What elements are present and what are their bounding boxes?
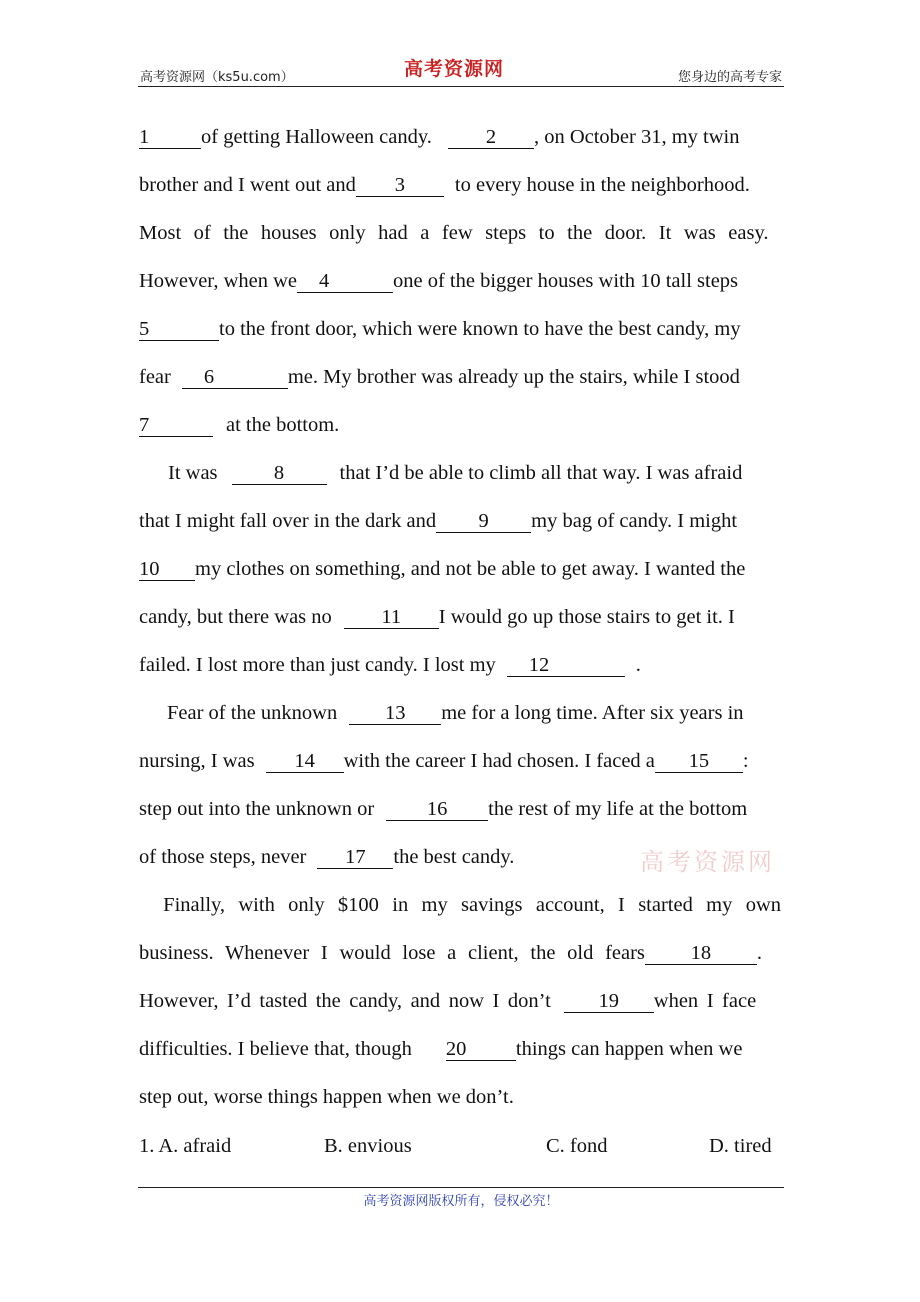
passage-line bbox=[139, 171, 781, 199]
passage-text: of getting Halloween candy. bbox=[201, 126, 432, 148]
option-a: 1. A. afraid bbox=[139, 1135, 232, 1157]
blank-3: 3 bbox=[356, 174, 444, 197]
watermark-logo: 高考资源网 bbox=[640, 848, 775, 876]
blank-6: 6 bbox=[182, 366, 288, 389]
passage-line bbox=[139, 315, 781, 343]
passage-text: with the career I had chosen. I faced a bbox=[343, 750, 655, 772]
passage-text: when I face bbox=[653, 990, 757, 1012]
passage-text: business. Whenever I would lose a client, the old fears bbox=[139, 942, 645, 964]
blank-5: 5 bbox=[139, 318, 219, 341]
option-c: C. fond bbox=[546, 1135, 608, 1157]
blank-10: 10 bbox=[139, 558, 195, 581]
blank-12: 12 bbox=[507, 654, 625, 677]
passage-text: Most of the houses only had a few steps to the door. It was easy. bbox=[139, 222, 769, 244]
passage-line bbox=[139, 987, 781, 1015]
blank-13: 13 bbox=[349, 702, 441, 725]
blank-11: 11 bbox=[344, 606, 439, 629]
passage-text: step out, worse things happen when we don’t. bbox=[139, 1086, 514, 1108]
passage-line bbox=[139, 603, 781, 631]
passage-text: Fear of the unknown bbox=[167, 702, 338, 724]
passage-text: things can happen when we bbox=[515, 1038, 743, 1060]
passage-line bbox=[139, 267, 781, 295]
passage-text: at the bottom. bbox=[226, 414, 340, 436]
passage-text: However, when we bbox=[139, 270, 297, 292]
passage-line bbox=[139, 891, 781, 919]
question-1-options bbox=[139, 1135, 785, 1163]
passage-text: that I might fall over in the dark and bbox=[139, 510, 437, 532]
header-logo: 高考资源网 bbox=[404, 58, 505, 80]
page-footer: 高考资源网版权所有，侵权必究！ bbox=[363, 1194, 559, 1209]
option-b: B. envious bbox=[324, 1135, 412, 1157]
blank-7: 7 bbox=[139, 414, 213, 437]
passage-text: my clothes on something, and not be able to get away. I wanted the bbox=[195, 558, 746, 580]
passage-text: difficulties. I believe that, though bbox=[139, 1038, 412, 1060]
passage-text: . bbox=[756, 942, 763, 964]
passage-text: candy, but there was no bbox=[139, 606, 332, 628]
blank-4: 4 bbox=[297, 270, 393, 293]
blank-1: 1 bbox=[139, 126, 201, 149]
blank-20: 20 bbox=[446, 1038, 516, 1061]
passage-line bbox=[139, 555, 781, 583]
passage-line bbox=[139, 699, 781, 727]
passage-text: I would go up those stairs to get it. I bbox=[438, 606, 735, 628]
passage-text: fear bbox=[139, 366, 171, 388]
passage-text: of those steps, never bbox=[139, 846, 307, 868]
passage-text: me for a long time. After six years in bbox=[441, 702, 744, 724]
passage-line bbox=[139, 747, 781, 775]
blank-8: 8 bbox=[232, 462, 327, 485]
passage-text: . bbox=[635, 654, 641, 676]
header-site-name: 高考资源网（ks5u.com） bbox=[140, 70, 294, 85]
passage-text: the rest of my life at the bottom bbox=[488, 798, 748, 820]
passage-line bbox=[139, 1035, 781, 1063]
passage-line bbox=[139, 1083, 781, 1111]
passage-text: the best candy. bbox=[393, 846, 515, 868]
passage-text: me. My brother was already up the stairs, while I stood bbox=[287, 366, 740, 388]
passage-line bbox=[139, 651, 781, 679]
passage-text: , on October 31, my twin bbox=[533, 126, 740, 148]
passage-text: step out into the unknown or bbox=[139, 798, 375, 820]
option-d: D. tired bbox=[709, 1135, 772, 1157]
passage-text: that I’d be able to climb all that way. I was afraid bbox=[339, 462, 743, 484]
passage-text: Finally, with only $100 in my savings account, I started my own bbox=[163, 894, 781, 916]
blank-19: 19 bbox=[564, 990, 654, 1013]
passage-line bbox=[139, 123, 781, 151]
blank-18: 18 bbox=[645, 942, 757, 965]
passage-line bbox=[139, 507, 781, 535]
passage-text: brother and I went out and bbox=[139, 174, 356, 196]
passage-text: nursing, I was bbox=[139, 750, 255, 772]
passage-text: : bbox=[742, 750, 749, 772]
blank-17: 17 bbox=[317, 846, 393, 869]
blank-16: 16 bbox=[386, 798, 488, 821]
passage-line bbox=[139, 459, 781, 487]
passage-text: However, I’d tasted the candy, and now I don’t bbox=[139, 990, 551, 1012]
blank-14: 14 bbox=[266, 750, 344, 773]
passage-text: one of the bigger houses with 10 tall steps bbox=[393, 270, 739, 292]
blank-15: 15 bbox=[655, 750, 743, 773]
passage-text: failed. I lost more than just candy. I lost my bbox=[139, 654, 496, 676]
page-header bbox=[138, 52, 784, 87]
passage-text: It was bbox=[168, 462, 218, 484]
passage-text: my bag of candy. I might bbox=[531, 510, 738, 532]
header-slogan: 您身边的高考专家 bbox=[677, 70, 782, 85]
passage-line bbox=[139, 411, 781, 439]
passage-text: to the front door, which were known to have the best candy, my bbox=[219, 318, 741, 340]
passage-line bbox=[139, 363, 781, 391]
passage-line bbox=[139, 219, 781, 247]
passage-text: to every house in the neighborhood. bbox=[454, 174, 750, 196]
blank-9: 9 bbox=[436, 510, 531, 533]
passage-line bbox=[139, 939, 781, 967]
passage-line bbox=[139, 795, 781, 823]
blank-2: 2 bbox=[448, 126, 534, 149]
footer-divider bbox=[138, 1187, 784, 1188]
